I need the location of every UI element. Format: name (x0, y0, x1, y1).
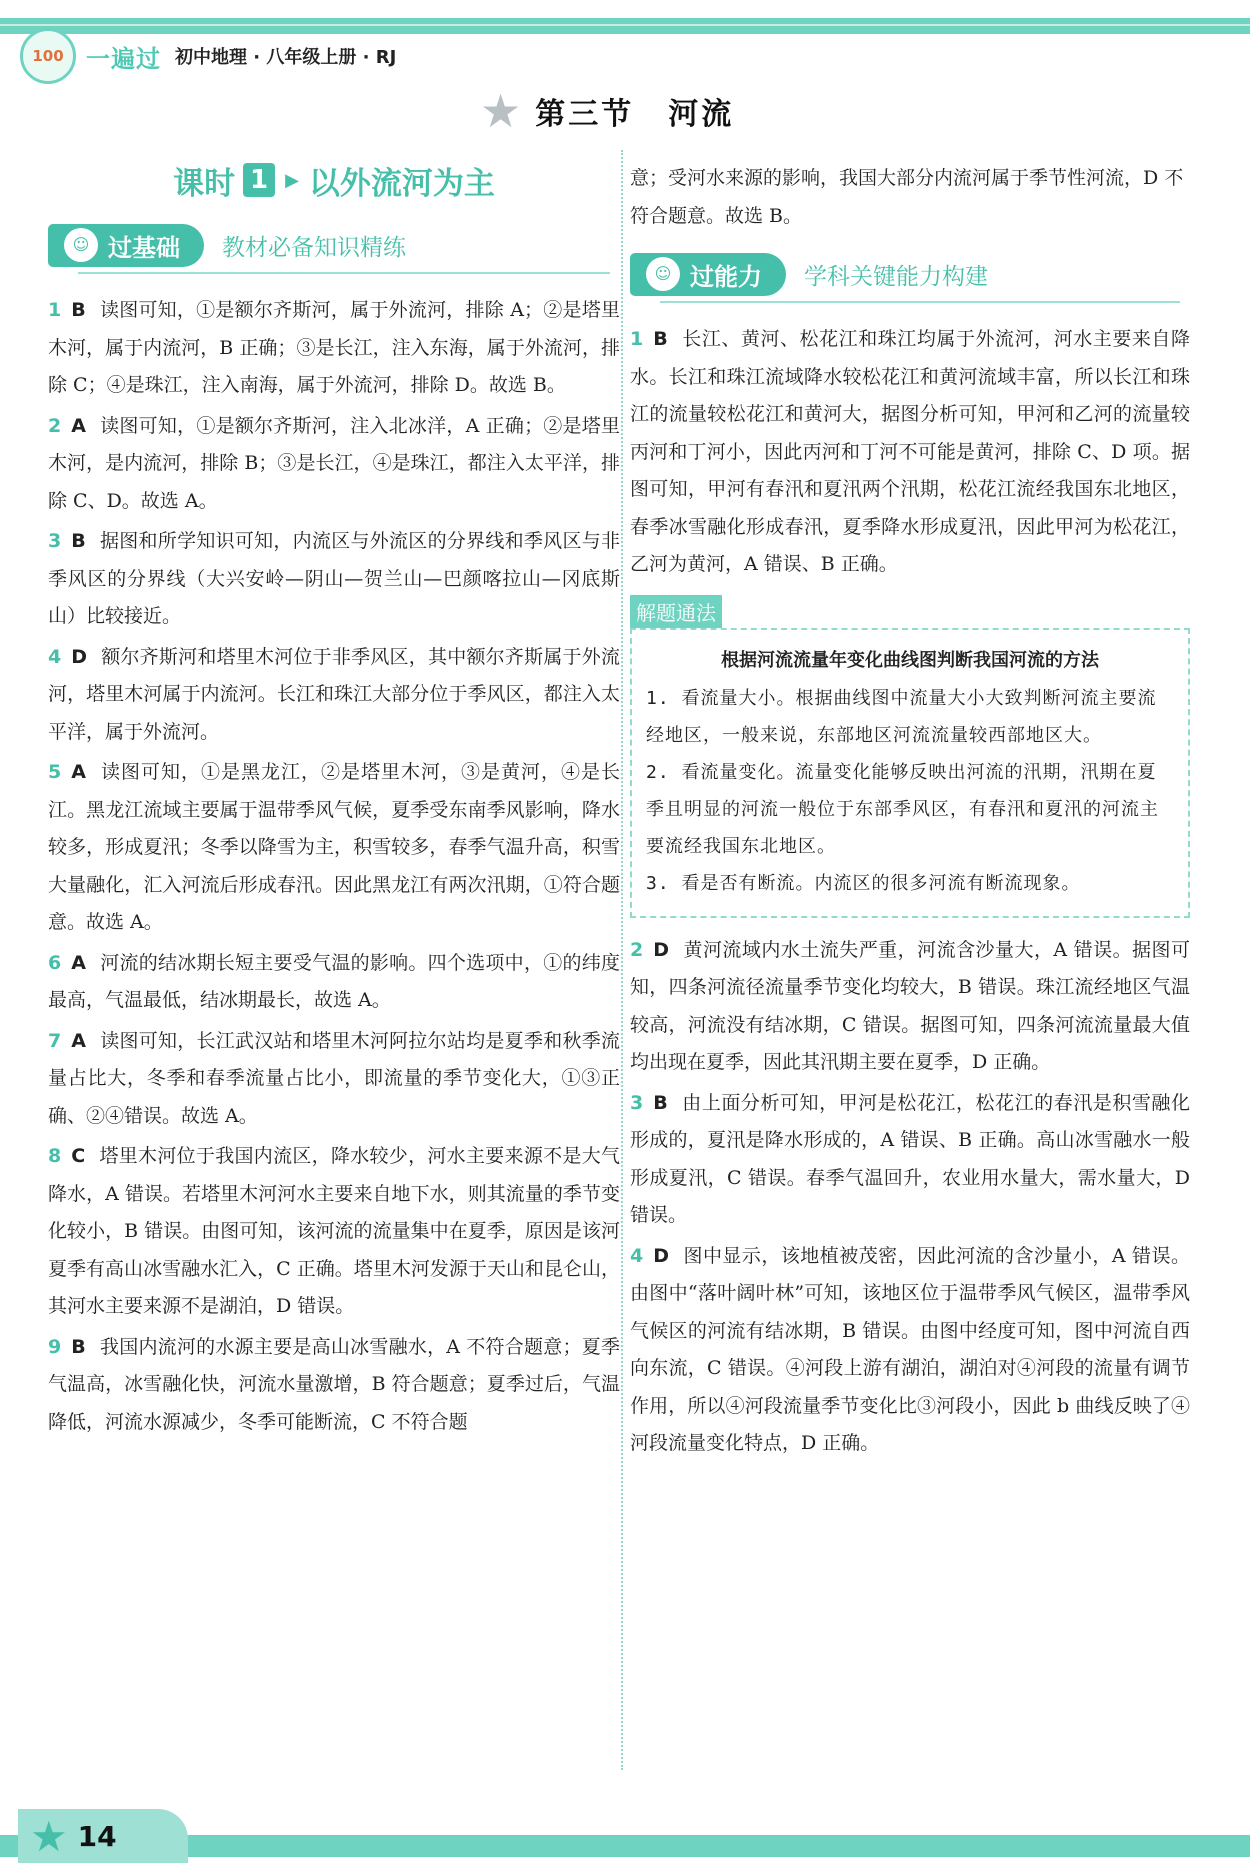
ability-subtitle: 学科关键能力构建 (804, 263, 988, 290)
section-heading (535, 89, 734, 133)
explanation-text: 读图可知，长江武汉站和塔里木河阿拉尔站均是夏季和秋季流量占比大，冬季和春季流量占比小，即流量的季节变化大，①③正确、②④错误。故选 A。 (48, 1029, 620, 1127)
answer-letter: B (653, 1091, 668, 1114)
answer-letter: B (71, 1335, 86, 1358)
answer-item (48, 754, 620, 942)
explanation-text: 读图可知，①是额尔齐斯河，注入北冰洋，A 正确；②是塔里木河，是内流河，排除 B；③是长江，④是珠江，都注入太平洋，排除 C、D。故选 A。 (48, 414, 620, 512)
explanation-text: 由上面分析可知，甲河是松花江，松花江的春汛是积雪融化形成的，夏汛是降水形成的，A 错误、B 正确。高山冰雪融水一般形成夏汛，C 错误。春季气温回升，农业用水量大，需水量大，D 错误。 (630, 1091, 1190, 1226)
page-number-badge (18, 1809, 188, 1863)
page-footer (0, 1807, 1250, 1865)
answer-letter: D (71, 645, 88, 668)
method-line: 1. 看流量大小。根据曲线图中流量大小大致判断河流主要流经地区，一般来说，东部地区河流流量较西部地区大。 (646, 687, 1157, 746)
answer-item (48, 523, 620, 636)
basic-subtitle: 教材必备知识精练 (222, 234, 406, 261)
method-tag: 解题通法 (630, 595, 722, 628)
answer-letter: B (71, 299, 86, 321)
answer-letter: D (653, 1244, 670, 1267)
answer-letter: A (71, 1029, 86, 1052)
answer-item (630, 1238, 1190, 1463)
book-info: 初中地理 · 八年级上册 · RJ (175, 47, 397, 68)
question-number: 5 (48, 761, 62, 783)
method-line: 3. 看是否有断流。内流区的很多河流有断流现象。 (646, 872, 1081, 894)
explanation-text: 黄河流域内水土流失严重，河流含沙量大，A 错误。据图可知，四条河流径流量季节变化均较大，B 错误。珠江流经地区气温较高，河流没有结冰期，C 错误。据图可知，四条河流流量最大值均出现在夏季，因此其汛期主要在夏季，D 正确。 (630, 938, 1190, 1073)
right-column (630, 160, 1190, 1466)
question-number: 1 (630, 328, 644, 350)
answer-letter: B (653, 328, 668, 350)
star-icon: ★ (30, 1811, 68, 1861)
basic-title: 过基础 (108, 233, 180, 262)
lesson-number: 1 (243, 163, 275, 197)
explanation-text: 我国内流河的水源主要是高山冰雪融水，A 不符合题意；夏季气温高，冰雪融化快，河流水量激增，B 符合题意；夏季过后，气温降低，河流水源减少，冬季可能断流，C 不符合题 (48, 1335, 620, 1433)
ability-title: 过能力 (690, 262, 762, 291)
explanation-text: 长江、黄河、松花江和珠江均属于外流河，河水主要来自降水。长江和珠江流域降水较松花江和黄河流域丰富，所以长江和珠江的流量较松花江和黄河大，据图分析可知，甲河和乙河的流量较丙河和丁河小，因此丙河和丁河不可能是黄河，排除 C、D 项。据图可知，甲河有春汛和夏汛两个汛期，松花江流经我国东北地区，春季冰雪融化形成春汛，夏季降水形成夏汛，因此甲河为松花江，乙河为黄河，A 错误、B 正确。 (630, 328, 1190, 575)
left-answer-list (48, 292, 620, 1441)
basic-banner (48, 220, 620, 270)
answer-letter: A (71, 761, 86, 783)
answer-item (48, 1138, 620, 1326)
answer-letter: A (71, 414, 86, 437)
explanation-text: 图中显示，该地植被茂密，因此河流的含沙量小，A 错误。由图中“落叶阔叶林”可知，该地区位于温带季风气候区，温带季风气候区的河流有结冰期，B 错误。由图中经度可知，图中河流自西向东流，C 错误。④河段上游有湖泊，湖泊对④河段的流量有调节作用，所以④河段流量季节变化比③河段小，因此 b 曲线反映了④河段流量变化特点，D 正确。 (630, 1244, 1190, 1454)
mascot-icon: ☺ (646, 257, 680, 291)
answer-letter: D (653, 938, 670, 961)
section-title (480, 84, 735, 138)
answer-item (48, 408, 620, 521)
basic-pill (48, 224, 204, 267)
section-label: 第三节 (535, 97, 635, 132)
answer-letter: A (71, 951, 86, 974)
answer-item (48, 1329, 620, 1442)
question-number: 3 (48, 530, 62, 552)
right-answer-list-b (630, 932, 1190, 1463)
left-column (48, 160, 620, 1444)
question-number: 8 (48, 1145, 62, 1167)
answer-letter: C (71, 1145, 86, 1167)
top-band (0, 18, 1250, 34)
triangle-icon: ▶ (285, 169, 299, 191)
right-answer-list-a (630, 321, 1190, 584)
answer-letter: B (71, 530, 86, 552)
lesson-title (48, 154, 620, 206)
method-line: 2. 看流量变化。流量变化能够反映出河流的汛期，汛期在夏季且明显的河流一般位于东部季风区，有春汛和夏汛的河流主要流经我国东北地区。 (646, 761, 1159, 857)
lesson-name: 以外流河为主 (308, 165, 495, 202)
continued-text: 意；受河水来源的影响，我国大部分内流河属于季节性河流，D 不符合题意。故选 B。 (630, 167, 1184, 227)
question-number: 2 (630, 938, 644, 961)
explanation-text: 读图可知，①是额尔齐斯河，属于外流河，排除 A；②是塔里木河，属于内流河，B 正确；③是长江，注入东海，属于外流河，排除 C；④是珠江，注入南海，属于外流河，排除 D。故选 B。 (48, 299, 620, 396)
question-number: 1 (48, 299, 62, 321)
brand-logo (20, 28, 76, 84)
method-box (630, 628, 1190, 918)
star-icon: ★ (480, 84, 522, 138)
column-divider (621, 150, 623, 1770)
ability-banner (630, 249, 1190, 299)
question-number: 4 (48, 645, 62, 668)
explanation-text: 额尔齐斯河和塔里木河位于非季风区，其中额尔齐斯属于外流河，塔里木河属于内流河。长江和珠江大部分位于季风区，都注入太平洋，属于外流河。 (48, 645, 620, 743)
explanation-text: 据图和所学知识可知，内流区与外流区的分界线和季风区与非季风区的分界线（大兴安岭—阴山—贺兰山—巴颜喀拉山—冈底斯山）比较接近。 (48, 530, 620, 627)
question-number: 6 (48, 951, 62, 974)
question-number: 9 (48, 1335, 62, 1358)
page-number: 14 (77, 1819, 117, 1853)
brand-name: 一遍过 (86, 44, 161, 73)
explanation-text: 塔里木河位于我国内流区，降水较少，河水主要来源不是大气降水，A 错误。若塔里木河河水主要来自地下水，则其流量的季节变化较小，B 错误。由图可知，该河流的流量集中在夏季，原因是该河夏季有高山冰雪融水汇入，C 正确。塔里木河发源于天山和昆仑山，其河水主要来源不是湖泊，D 错误。 (48, 1145, 620, 1317)
answer-item (630, 321, 1190, 584)
explanation-text: 读图可知，①是黑龙江，②是塔里木河，③是黄河，④是长江。黑龙江流域主要属于温带季风气候，夏季受东南季风影响，降水较多，形成夏汛；冬季以降雪为主，积雪较多，春季气温升高，积雪大量融化，汇入河流后形成春汛。因此黑龙江有两次汛期，①符合题意。故选 A。 (48, 761, 620, 933)
answer-item (630, 932, 1190, 1082)
lesson-prefix: 课时 (173, 165, 236, 202)
page-header (20, 34, 396, 78)
explanation-text: 河流的结冰期长短主要受气温的影响。四个选项中，①的纬度最高，气温最低，结冰期最长，故选 A。 (48, 951, 620, 1011)
answer-item (630, 1085, 1190, 1235)
answer-item (48, 1023, 620, 1136)
question-number: 7 (48, 1029, 62, 1052)
ability-pill (630, 253, 786, 296)
method-title: 根据河流流量年变化曲线图判断我国河流的方法 (721, 649, 1099, 671)
mascot-icon: ☺ (64, 228, 98, 262)
section-name: 河流 (668, 97, 735, 132)
answer-item (48, 945, 620, 1020)
question-number: 4 (630, 1244, 644, 1267)
question-number: 2 (48, 414, 62, 437)
answer-item (48, 639, 620, 752)
logo-text: 100 (32, 47, 64, 65)
answer-item (48, 292, 620, 405)
question-number: 3 (630, 1091, 644, 1114)
